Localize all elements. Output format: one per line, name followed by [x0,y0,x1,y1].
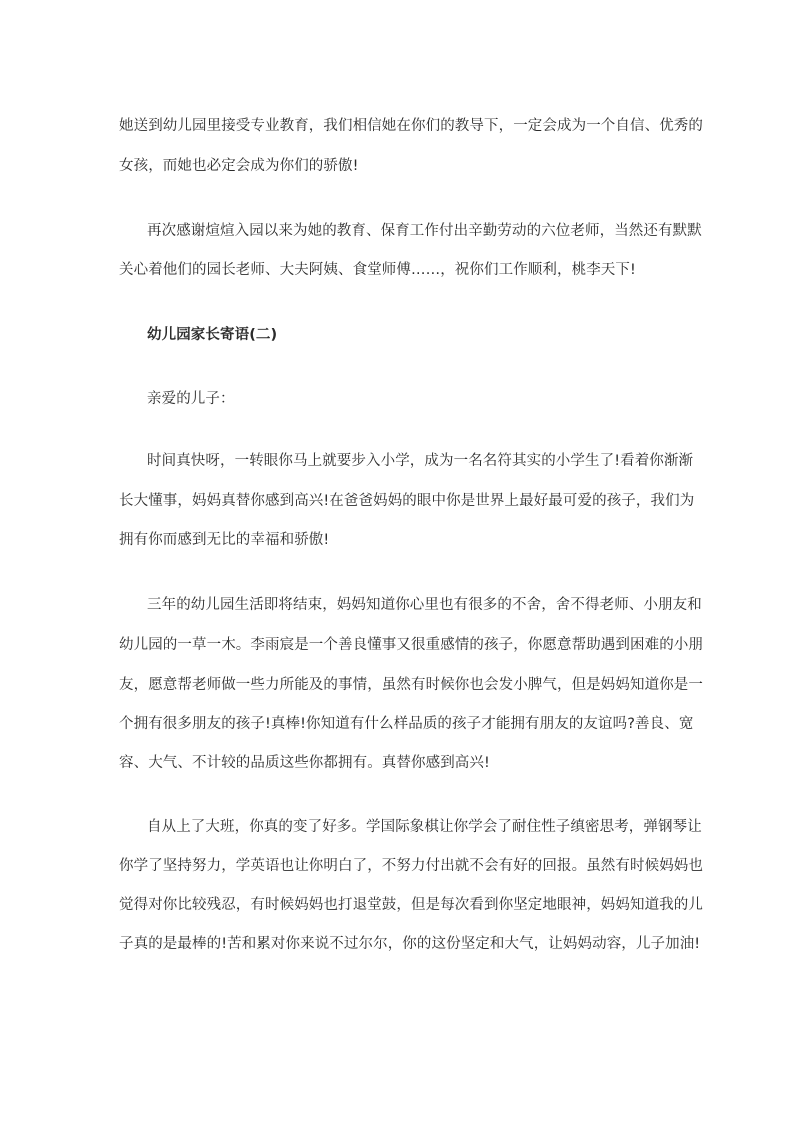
text-line: 个拥有很多朋友的孩子!真棒!你知道有什么样品质的孩子才能拥有朋友的友谊吗?善良、宽 [119,716,694,732]
text-line: 自从上了大班，你真的变了好多。学国际象棋让你学会了耐住性子缜密思考，弹钢琴让 [147,819,702,835]
text-line: 三年的幼儿园生活即将结束，妈妈知道你心里也有很多的不舍，舍不得老师、小朋友和 [147,597,702,613]
text-line: 觉得对你比较残忍，有时候妈妈也打退堂鼓，但是每次看到你坚定地眼神，妈妈知道我的儿 [119,897,703,913]
text-line: 她送到幼儿园里接受专业教育，我们相信她在你们的教导下，一定会成为一个自信、优秀的 [119,118,703,134]
section-heading: 幼儿园家长寄语(二) [147,327,278,343]
text-line: 关心着他们的园长老师、大夫阿姨、食堂师傅……，祝你们工作顺利，桃李天下! [119,262,636,278]
text-line: 幼儿园的一草一木。李雨宸是一个善良懂事又很重感情的孩子，你愿意帮助遇到困难的小朋 [119,637,703,653]
text-line: 子真的是最棒的!苦和累对你来说不过尔尔，你的这份坚定和大气，让妈妈动容，儿子加油! [119,936,701,952]
text-line: 拥有你而感到无比的幸福和骄傲! [119,532,330,548]
text-line: 时间真快呀，一转眼你马上就要步入小学，成为一名名符其实的小学生了!看着你渐渐 [147,453,694,469]
text-line: 长大懂事，妈妈真替你感到高兴!在爸爸妈妈的眼中你是世界上最好最可爱的孩子，我们为 [119,493,695,509]
text-line: 友，愿意帮老师做一些力所能及的事情，虽然有时候你也会发小脾气，但是妈妈知道你是一 [119,677,703,693]
text-line: 女孩，而她也必定会成为你们的骄傲! [119,158,359,174]
text-line: 你学了坚持努力，学英语也让你明白了，不努力付出就不会有好的回报。虽然有时候妈妈也 [119,858,703,874]
text-line: 再次感谢煊煊入园以来为她的教育、保育工作付出辛勤劳动的六位老师，当然还有默默 [147,223,702,239]
salutation: 亲爱的儿子： [147,391,235,407]
text-line: 容、大气、不计较的品质这些你都拥有。真替你感到高兴! [119,755,490,771]
